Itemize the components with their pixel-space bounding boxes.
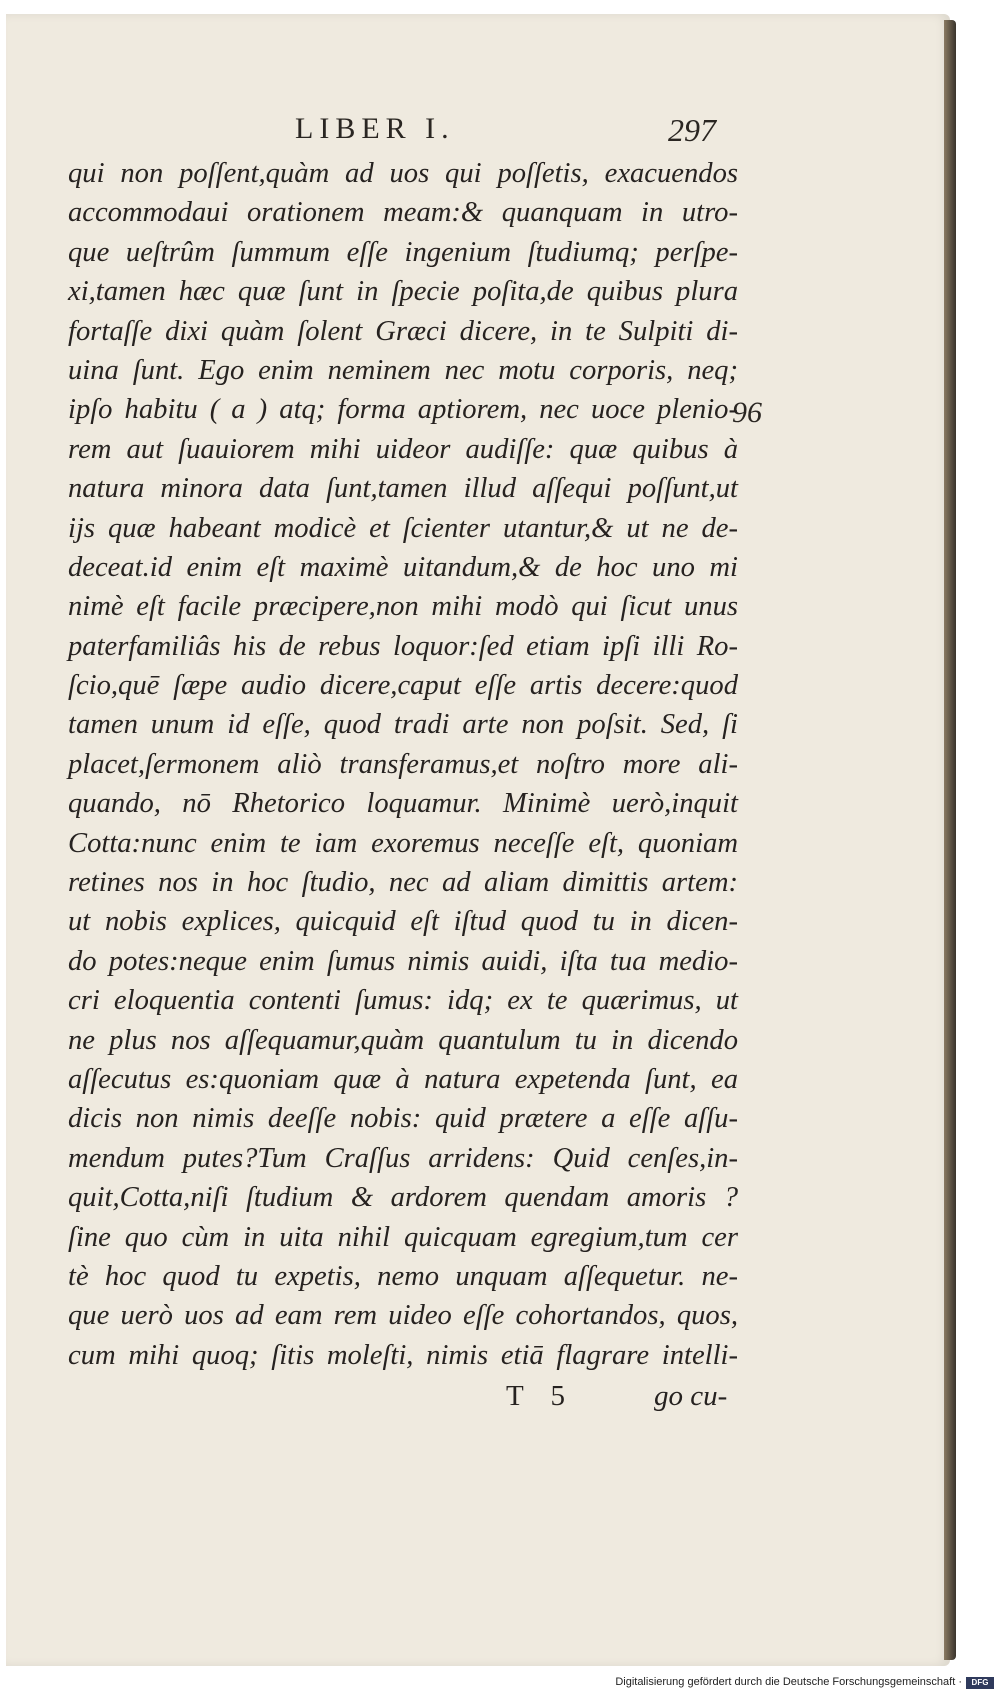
catchline bbox=[68, 1380, 738, 1420]
text-line: que uerò uos ad eam rem uideo eſſe cohortandos, quos, bbox=[68, 1300, 738, 1332]
text-line: aſſecutus es:quoniam quæ à natura expetenda ſunt, ea bbox=[68, 1063, 738, 1095]
page-number: 297 bbox=[668, 112, 716, 148]
text-line: paterfamiliâs his de rebus loquor:ſed etiam ipſi illi Ro- bbox=[68, 630, 738, 662]
text-line: do potes:neque enim ſumus nimis auidi, iſta tua medio- bbox=[68, 945, 738, 977]
text-line: xi,tamen hæc quæ ſunt in ſpecie poſita,de quibus plura bbox=[68, 276, 738, 308]
text-line: natura minora data ſunt,tamen illud aſſequi poſſunt,ut bbox=[68, 473, 738, 505]
page-edge bbox=[944, 20, 956, 1660]
text-line: quando, nō Rhetorico loquamur. Minimè uerò,inquit bbox=[68, 788, 738, 820]
running-head bbox=[70, 112, 730, 154]
text-body bbox=[68, 154, 738, 1375]
text-line: ne plus nos aſſequamur,quàm quantulum tu in dicendo bbox=[68, 1024, 738, 1056]
text-line: rem aut ſuauiorem mihi uideor audiſſe: quæ quibus à bbox=[68, 433, 738, 465]
text-line: ſine quo cùm in uita nihil quicquam egregium,tum cer bbox=[68, 1221, 738, 1253]
text-line: nimè eſt facile præcipere,non mihi modò qui ſicut unus bbox=[68, 591, 738, 623]
signature-mark: T 5 bbox=[506, 1380, 575, 1412]
running-title: LIBER I. bbox=[295, 112, 455, 145]
text-line: tè hoc quod tu expetis, nemo unquam aſſequetur. ne- bbox=[68, 1260, 738, 1292]
text-line: dicis non nimis deeſſe nobis: quid prætere a eſſe aſſu- bbox=[68, 1103, 738, 1135]
text-line: ipſo habitu ( a ) atq; forma aptiorem, nec uoce plenio- bbox=[68, 394, 738, 426]
text-line: ſcio,quē ſæpe audio dicere,caput eſſe artis decere:quod bbox=[68, 670, 738, 702]
text-line: accommodaui orationem meam:& quanquam in utro- bbox=[68, 197, 738, 229]
text-line: mendum putes?Tum Craſſus arridens: Quid cenſes,in- bbox=[68, 1142, 738, 1174]
text-line: quit,Cotta,niſi ſtudium & ardorem quendam amoris ? bbox=[68, 1182, 738, 1214]
text-line: cum mihi quoq; ſitis moleſti, nimis etiā flagrare intelli- bbox=[68, 1339, 738, 1371]
funding-notice: Digitalisierung gefördert durch die Deutsche Forschungsgemeinschaft · bbox=[615, 1676, 962, 1688]
catchword: go cu- bbox=[654, 1380, 728, 1412]
margin-note: 96 bbox=[732, 396, 762, 429]
text-line: ijs quæ habeant modicè et ſcienter utantur,& ut ne de- bbox=[68, 512, 738, 544]
text-line: cri eloquentia contenti ſumus: idq; ex te quærimus, ut bbox=[68, 985, 738, 1017]
text-line: retines nos in hoc ſtudio, nec ad aliam dimittis artem: bbox=[68, 867, 738, 899]
text-line: que ueſtrûm ſummum eſſe ingenium ſtudiumq; perſpe- bbox=[68, 236, 738, 268]
footer-banner bbox=[0, 1674, 1000, 1693]
text-line: uina ſunt. Ego enim neminem nec motu corporis, neq; bbox=[68, 354, 738, 386]
dfg-logo-icon: DFG bbox=[966, 1677, 994, 1689]
text-line: ut nobis explices, quicquid eſt iſtud quod tu in dicen- bbox=[68, 906, 738, 938]
text-line: qui non poſſent,quàm ad uos qui poſſetis, exacuendos bbox=[68, 158, 738, 189]
text-line: Cotta:nunc enim te iam exoremus neceſſe eſt, quoniam bbox=[68, 827, 738, 859]
text-line: fortaſſe dixi quàm ſolent Græci dicere, in te Sulpiti di- bbox=[68, 315, 738, 347]
text-line: placet,ſermonem aliò transferamus,et noſtro more ali- bbox=[68, 748, 738, 780]
text-line: deceat.id enim eſt maximè uitandum,& de hoc uno mi bbox=[68, 551, 738, 583]
text-line: tamen unum id eſſe, quod tradi arte non poſsit. Sed, ſi bbox=[68, 709, 738, 741]
